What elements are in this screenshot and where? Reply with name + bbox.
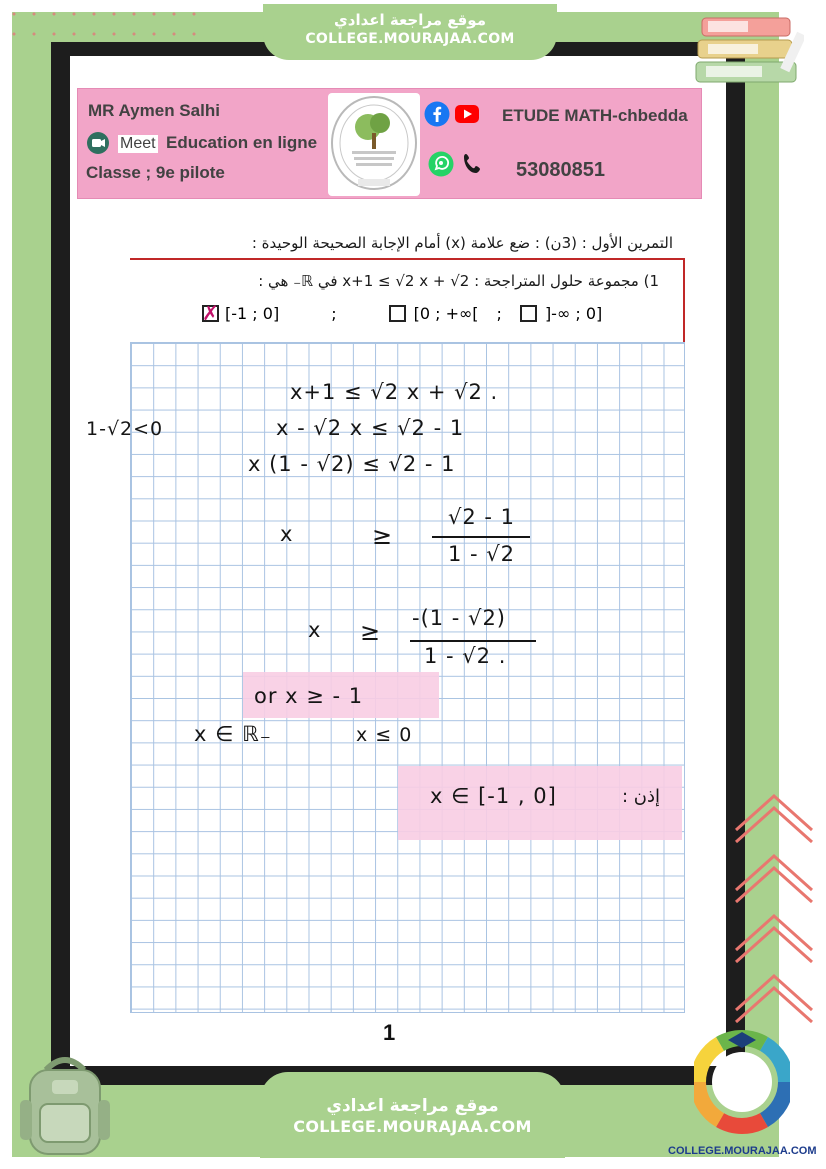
site-banner-bottom[interactable] bbox=[260, 1072, 565, 1158]
side-note: 1-√2<0 bbox=[86, 418, 164, 440]
option-label: [0 ; +∞[ bbox=[413, 304, 479, 323]
option-item[interactable] bbox=[202, 301, 280, 325]
page-number: 1 bbox=[383, 1020, 396, 1045]
exercise-title: التمرين الأول : (3ن) : ضع علامة (x) أمام الإجابة الصحيحة الوحيدة : bbox=[251, 234, 673, 252]
option-separator: ; bbox=[331, 304, 337, 323]
option-label: [-1 ; 0] bbox=[225, 304, 280, 323]
education-label: Education en ligne bbox=[166, 133, 318, 152]
final-answer: x ∈ [-1 , 0] bbox=[430, 784, 557, 808]
option-separator: ; bbox=[496, 304, 502, 323]
option-label: ]-∞ ; 0] bbox=[544, 304, 603, 323]
fraction-bar bbox=[432, 536, 530, 538]
channel-name: ETUDE MATH-chbedda bbox=[502, 106, 688, 125]
option-item[interactable] bbox=[520, 304, 602, 323]
site-url: COLLEGE.MOURAJAA.COM bbox=[293, 1117, 532, 1136]
fraction-numerator: √2 - 1 bbox=[448, 505, 516, 529]
site-name-arabic: موقع مراجعة اعدادي bbox=[334, 11, 486, 29]
phone-icon[interactable] bbox=[460, 151, 486, 177]
site-url: COLLEGE.MOURAJAA.COM bbox=[305, 31, 515, 47]
solution-line-4-op: ≥ bbox=[372, 522, 394, 550]
whatsapp-icon[interactable] bbox=[428, 151, 454, 177]
domain-note-2: x ≤ 0 bbox=[356, 724, 413, 746]
solution-line-5-lhs: x bbox=[308, 618, 322, 642]
final-answer-label: إذن : bbox=[622, 786, 661, 807]
college-mourajaa-logo-icon[interactable] bbox=[694, 1022, 790, 1140]
solution-line-1: x+1 ≤ √2 x + √2 . bbox=[290, 380, 499, 404]
teacher-name: MR Aymen Salhi bbox=[88, 101, 220, 120]
solution-line-5-op: ≥ bbox=[360, 618, 382, 646]
school-seal bbox=[328, 93, 420, 196]
solution-line-6: or x ≥ - 1 bbox=[254, 684, 364, 708]
checkbox-empty[interactable] bbox=[520, 305, 537, 322]
solution-line-4-lhs: x bbox=[280, 522, 294, 546]
chevron-decoration-icon bbox=[728, 790, 818, 1040]
fraction-denominator: 1 - √2 . bbox=[424, 644, 507, 668]
solution-line-3: x (1 - √2) ≤ √2 - 1 bbox=[248, 452, 456, 476]
exercise-statement bbox=[130, 200, 685, 342]
site-banner-top[interactable] bbox=[263, 4, 557, 60]
exercise-question: 1) مجموعة حلول المتراجحة : x+1 ≤ √2 x + √2 في ℝ₋ هي : bbox=[258, 272, 659, 290]
google-meet-icon bbox=[86, 131, 110, 155]
meet-label: Meet bbox=[120, 135, 156, 152]
logo-caption: COLLEGE.MOURAJAA.COM bbox=[668, 1145, 817, 1157]
checkbox-empty[interactable] bbox=[389, 305, 406, 322]
checkbox-checked[interactable]: ✗ bbox=[202, 301, 219, 325]
options-row bbox=[202, 301, 603, 325]
youtube-icon[interactable] bbox=[454, 101, 480, 127]
domain-note: x ∈ ℝ₋ bbox=[194, 722, 272, 746]
class-label: Classe ; 9e pilote bbox=[86, 163, 225, 182]
facebook-icon[interactable] bbox=[424, 101, 450, 127]
fraction-bar bbox=[410, 640, 536, 642]
option-item[interactable] bbox=[389, 304, 479, 323]
fraction-numerator: -(1 - √2) bbox=[412, 606, 506, 630]
site-name-arabic: موقع مراجعة اعدادي bbox=[326, 1096, 499, 1116]
books-icon bbox=[694, 8, 804, 96]
backpack-icon bbox=[16, 1052, 114, 1160]
fraction-denominator: 1 - √2 bbox=[448, 542, 516, 566]
phone-number: 53080851 bbox=[516, 159, 605, 181]
teacher-header-card bbox=[77, 88, 702, 199]
solution-line-2: x - √2 x ≤ √2 - 1 bbox=[276, 416, 465, 440]
